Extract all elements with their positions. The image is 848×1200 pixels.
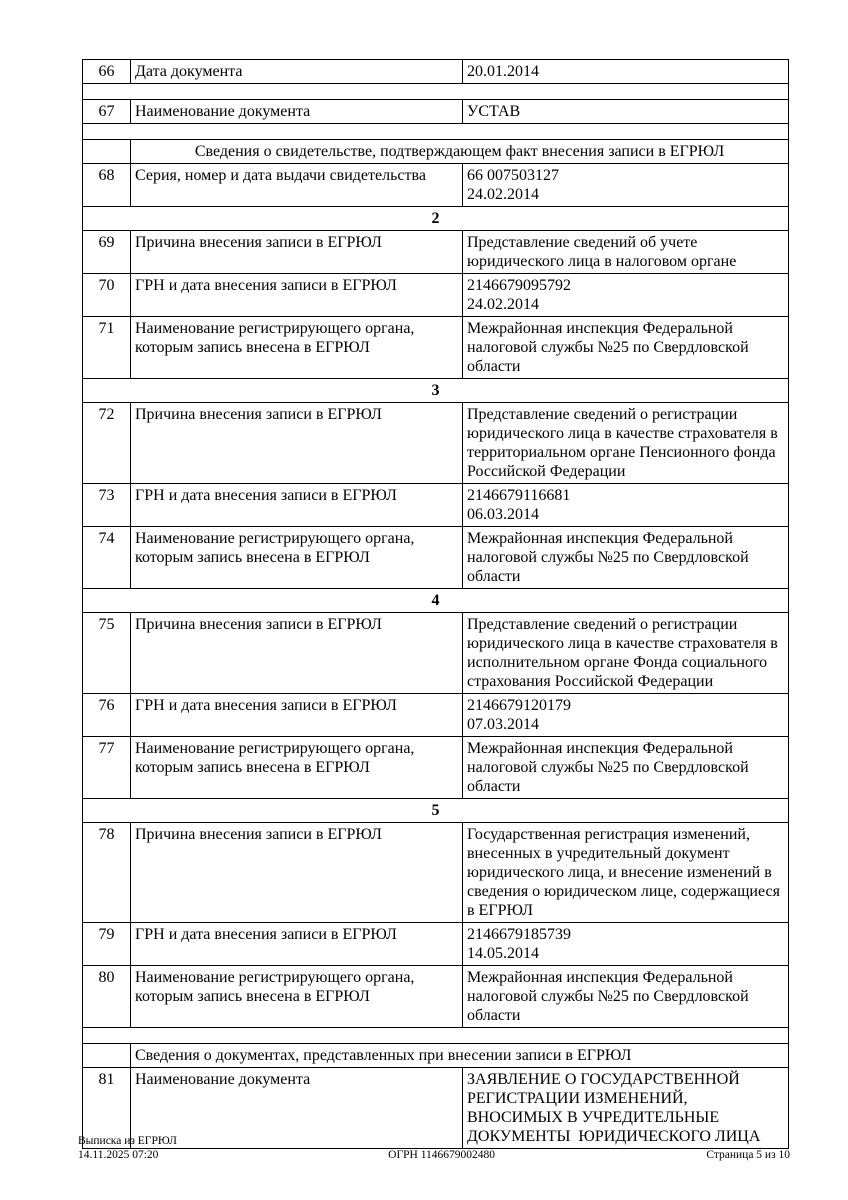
table-row-section-23 [83, 1044, 789, 1068]
value-line: 2146679095792 [467, 277, 571, 294]
value-line: 14.05.2014 [467, 945, 539, 962]
table-row-item-78 [83, 823, 789, 923]
row-label-cell: Дата документа [131, 60, 463, 84]
group-number-cell: 3 [83, 379, 789, 403]
row-number-cell: 69 [83, 231, 131, 274]
spacer-row-cell [83, 1028, 789, 1044]
value-line: 2146679120179 [467, 697, 571, 714]
table-row-item-66 [83, 60, 789, 84]
row-number-cell: 68 [83, 164, 131, 207]
row-label-cell: Причина внесения записи в ЕГРЮЛ [131, 613, 463, 694]
table-row-item-71 [83, 317, 789, 379]
value-line: Представление сведений о регистрации юридического лица в качестве страхователя в исполнительном органе Фонда социального страхования Российской Федерации [467, 616, 782, 690]
section-title-cell: Сведения о документах, представленных при внесении записи в ЕГРЮЛ [131, 1044, 789, 1068]
row-label-cell: Наименование регистрирующего органа, которым запись внесена в ЕГРЮЛ [131, 966, 463, 1028]
value-line: Государственная регистрация изменений, внесенных в учредительный документ юридического лица, и внесение изменений в сведения о юридическом лице, содержащиеся в ЕГРЮЛ [467, 826, 784, 919]
row-label-cell: Серия, номер и дата выдачи свидетельства [131, 164, 463, 207]
section-empty-number-cell [83, 140, 131, 164]
row-value-cell [463, 164, 789, 207]
row-number-cell: 80 [83, 966, 131, 1028]
value-line: ЗАЯВЛЕНИЕ О ГОСУДАРСТВЕННОЙ РЕГИСТРАЦИИ ИЗМЕНЕНИЙ, ВНОСИМЫХ В УЧРЕДИТЕЛЬНЫЕ ДОКУМЕНТЫ ЮРИДИЧЕСКОГО ЛИЦА [467, 1071, 761, 1145]
table-row-item-68 [83, 164, 789, 207]
value-line: Межрайонная инспекция Федеральной налоговой службы №25 по Свердловской области [467, 969, 753, 1024]
table-row-group-10 [83, 379, 789, 403]
value-line: УСТАВ [467, 103, 521, 120]
row-number-cell: 67 [83, 100, 131, 124]
row-number-cell: 74 [83, 527, 131, 589]
row-value-cell [463, 527, 789, 589]
row-label-cell: Наименование документа [131, 100, 463, 124]
row-number-cell: 79 [83, 923, 131, 966]
group-number-cell: 5 [83, 799, 789, 823]
row-number-cell: 66 [83, 60, 131, 84]
row-label-cell: Причина внесения записи в ЕГРЮЛ [131, 231, 463, 274]
footer-doc-title: Выписка из ЕГРЮЛ [78, 1135, 177, 1147]
row-label-cell: ГРН и дата внесения записи в ЕГРЮЛ [131, 484, 463, 527]
value-line: Представление сведений об учете юридического лица в налоговом органе [467, 234, 737, 270]
row-value-cell [463, 60, 789, 84]
row-value-cell [463, 737, 789, 799]
row-label-cell: Наименование регистрирующего органа, которым запись внесена в ЕГРЮЛ [131, 737, 463, 799]
row-number-cell: 81 [83, 1068, 131, 1149]
section-title-cell: Сведения о свидетельстве, подтверждающем факт внесения записи в ЕГРЮЛ [131, 140, 789, 164]
row-value-cell [463, 484, 789, 527]
row-label-cell: Причина внесения записи в ЕГРЮЛ [131, 823, 463, 923]
footer-ogrn: ОГРН 1146679002480 [388, 1149, 496, 1161]
row-number-cell: 71 [83, 317, 131, 379]
row-value-cell [463, 694, 789, 737]
footer-doc-info [78, 1134, 177, 1162]
table-row-spacer-3 [83, 124, 789, 140]
row-label-cell: Наименование регистрирующего органа, которым запись внесена в ЕГРЮЛ [131, 527, 463, 589]
row-number-cell: 76 [83, 694, 131, 737]
value-line: Представление сведений о регистрации юридического лица в качестве страхователя в территориальном органе Пенсионного фонда Российской Федерации [467, 406, 782, 480]
table-row-spacer-1 [83, 84, 789, 100]
section-empty-number-cell [83, 1044, 131, 1068]
row-number-cell: 75 [83, 613, 131, 694]
row-label-cell: ГРН и дата внесения записи в ЕГРЮЛ [131, 694, 463, 737]
row-value-cell [463, 100, 789, 124]
row-label-cell: ГРН и дата внесения записи в ЕГРЮЛ [131, 274, 463, 317]
value-line: Межрайонная инспекция Федеральной налоговой службы №25 по Свердловской области [467, 740, 753, 795]
value-line: 66 007503127 [467, 167, 559, 184]
footer-datetime: 14.11.2025 07:20 [78, 1149, 159, 1161]
table-row-item-74 [83, 527, 789, 589]
spacer-row-cell [83, 124, 789, 140]
value-line: Межрайонная инспекция Федеральной налоговой службы №25 по Свердловской области [467, 320, 753, 375]
table-row-group-6 [83, 207, 789, 231]
table-row-item-70 [83, 274, 789, 317]
table-row-item-79 [83, 923, 789, 966]
spacer-row-cell [83, 84, 789, 100]
row-value-cell [463, 613, 789, 694]
egrul-table-body [83, 60, 789, 1149]
value-line: 24.02.2014 [467, 296, 539, 313]
value-line: 06.03.2014 [467, 506, 539, 523]
table-row-item-75 [83, 613, 789, 694]
footer-page-number: Страница 5 из 10 [706, 1149, 790, 1161]
group-number-cell: 4 [83, 589, 789, 613]
table-row-spacer-22 [83, 1028, 789, 1044]
row-number-cell: 78 [83, 823, 131, 923]
table-row-item-77 [83, 737, 789, 799]
row-value-cell [463, 403, 789, 484]
row-number-cell: 77 [83, 737, 131, 799]
table-row-item-80 [83, 966, 789, 1028]
row-value-cell [463, 966, 789, 1028]
table-row-item-72 [83, 403, 789, 484]
row-label-cell: Причина внесения записи в ЕГРЮЛ [131, 403, 463, 484]
table-row-item-69 [83, 231, 789, 274]
row-label-cell: Наименование документа [131, 1068, 463, 1149]
table-row-item-76 [83, 694, 789, 737]
table-row-group-14 [83, 589, 789, 613]
table-row-group-18 [83, 799, 789, 823]
row-value-cell [463, 823, 789, 923]
row-value-cell [463, 317, 789, 379]
value-line: 24.02.2014 [467, 186, 539, 203]
row-label-cell: ГРН и дата внесения записи в ЕГРЮЛ [131, 923, 463, 966]
value-line: Межрайонная инспекция Федеральной налоговой службы №25 по Свердловской области [467, 530, 753, 585]
value-line: 2146679116681 [467, 487, 571, 504]
page-footer [78, 1134, 790, 1162]
row-label-cell: Наименование регистрирующего органа, которым запись внесена в ЕГРЮЛ [131, 317, 463, 379]
row-value-cell [463, 274, 789, 317]
table-row-item-73 [83, 484, 789, 527]
value-line: 07.03.2014 [467, 716, 539, 733]
table-row-section-4 [83, 140, 789, 164]
table-row-item-67 [83, 100, 789, 124]
row-number-cell: 73 [83, 484, 131, 527]
row-number-cell: 70 [83, 274, 131, 317]
group-number-cell: 2 [83, 207, 789, 231]
egrul-table [82, 59, 789, 1149]
value-line: 20.01.2014 [467, 63, 539, 80]
row-number-cell: 72 [83, 403, 131, 484]
row-value-cell [463, 231, 789, 274]
row-value-cell [463, 923, 789, 966]
value-line: 2146679185739 [467, 926, 571, 943]
